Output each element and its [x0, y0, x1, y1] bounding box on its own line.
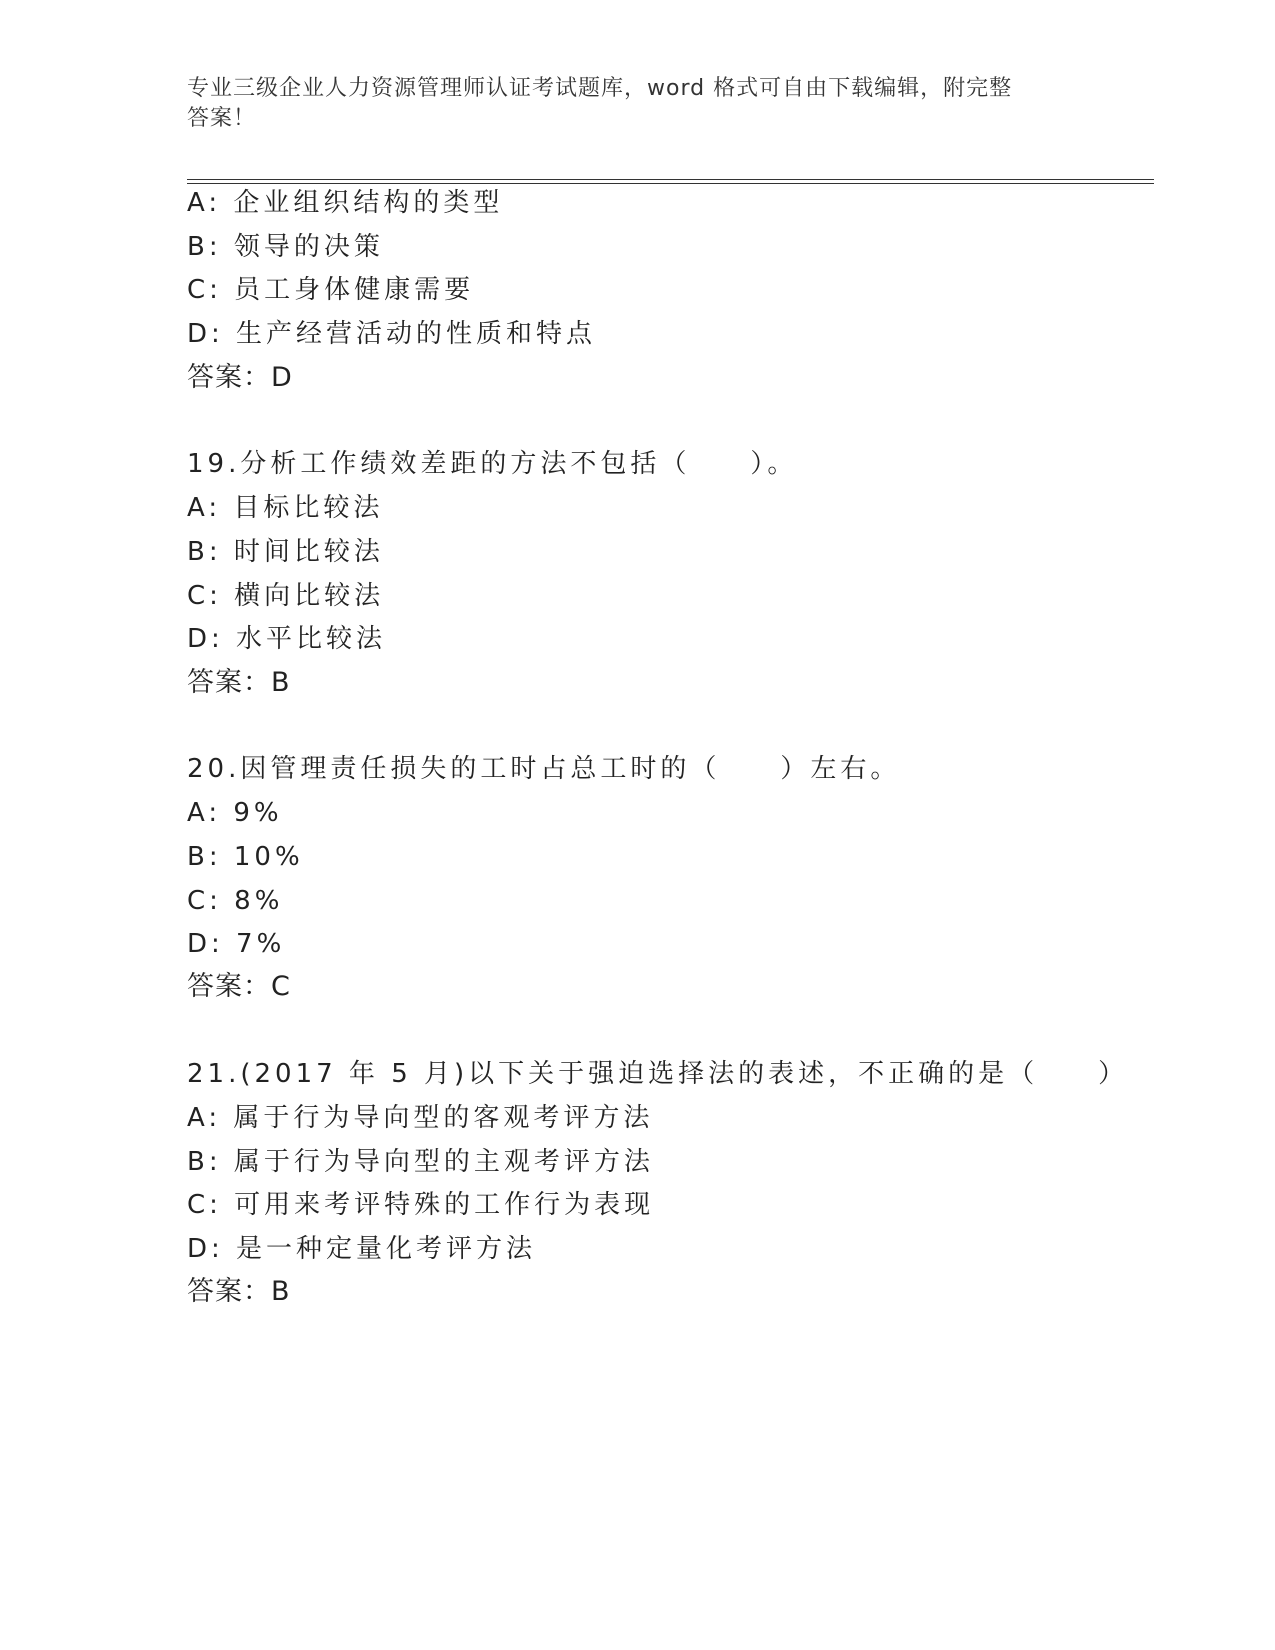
option-c: C: 员工身体健康需要 [187, 275, 475, 305]
option-b: B: 领导的决策 [187, 232, 384, 262]
option-c: C: 横向比较法 [187, 581, 385, 611]
answer: 答案：C [187, 971, 291, 1002]
answer: 答案：B [187, 667, 291, 698]
answer: 答案：D [187, 362, 293, 393]
option-c: C: 可用来考评特殊的工作行为表现 [187, 1190, 655, 1220]
option-d: D: 生产经营活动的性质和特点 [187, 319, 597, 349]
option-a: A: 属于行为导向型的客观考评方法 [187, 1103, 654, 1133]
header-divider-bottom [187, 183, 1154, 184]
header-line-1: 专业三级企业人力资源管理师认证考试题库，word 格式可自由下载编辑，附完整 [187, 76, 1013, 101]
question-stem: 21.(2017 年 5 月)以下关于强迫选择法的表述，不正确的是（ ） [187, 1059, 1129, 1089]
header-line-2: 答案！ [187, 106, 257, 131]
option-a: A: 9% [187, 798, 283, 828]
option-d: D: 水平比较法 [187, 624, 387, 654]
document-header [187, 74, 1067, 134]
header-divider-top [187, 179, 1154, 180]
question-stem: 19.分析工作绩效差距的方法不包括（ ）。 [187, 449, 798, 479]
question-stem: 20.因管理责任损失的工时占总工时的（ ）左右。 [187, 754, 901, 784]
option-b: B: 10% [187, 842, 304, 872]
option-a: A: 企业组织结构的类型 [187, 188, 504, 218]
option-c: C: 8% [187, 886, 284, 916]
option-a: A: 目标比较法 [187, 493, 384, 523]
option-b: B: 时间比较法 [187, 537, 384, 567]
option-b: B: 属于行为导向型的主观考评方法 [187, 1147, 654, 1177]
option-d: D: 是一种定量化考评方法 [187, 1234, 537, 1264]
option-d: D: 7% [187, 929, 286, 959]
answer: 答案：B [187, 1276, 291, 1307]
